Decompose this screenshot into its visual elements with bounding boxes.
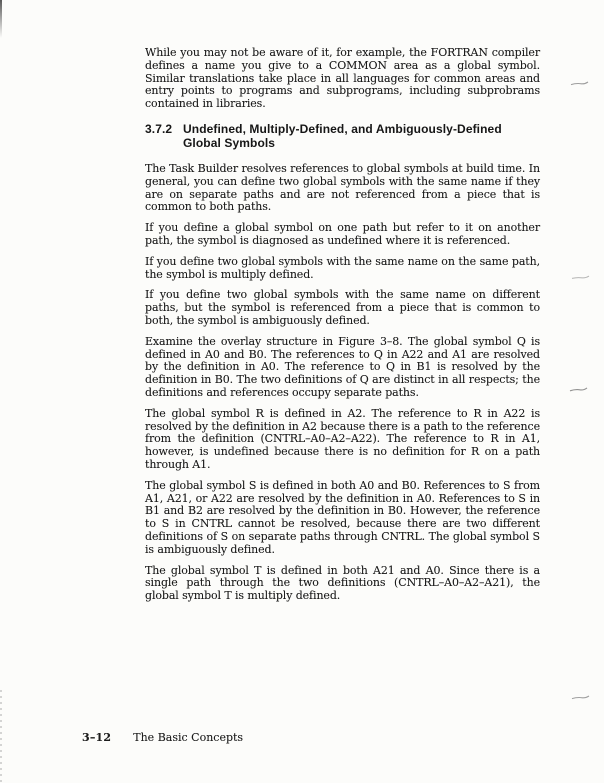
page-number: 3–12 — [82, 731, 112, 744]
chapter-title: The Basic Concepts — [133, 731, 244, 744]
section-title: Undefined, Multiply-Defined, and Ambiguously-Defined Global Symbols — [183, 121, 502, 151]
intro-paragraph: While you may not be aware of it, for example, the FORTRAN compiler defines a name you give to a COMMON area as a global symbol. Similar translations take place in all languages for common areas and entry points to programs and subprograms, including subprobrams contained in libraries. — [145, 46, 540, 111]
body-paragraph: The global symbol T is defined in both A21 and A0. Since there is a single path through the two definitions (CNTRL–A0–A2–A21), the global symbol T is multiply defined. — [145, 563, 540, 603]
text-column — [145, 47, 540, 611]
margin-tick-icon — [570, 80, 589, 87]
body-paragraph: The Task Builder resolves references to global symbols at build time. In general, you can define two global symbols with the same name if they are on separate paths and are not referenced from a piece that is common to both paths. — [145, 161, 540, 214]
margin-tick-icon — [569, 386, 588, 393]
body-paragraph: The global symbol R is defined in A2. The reference to R in A22 is resolved by the definition in A2 because there is a path to the reference from the definition (CNTRL–A0–A2–A22). The reference to R in A1, however, is undefined because there is no definition for R on a path through A1. — [145, 406, 540, 471]
body-paragraph: If you define a global symbol on one path but refer to it on another path, the symbol is diagnosed as undefined where it is referenced. — [145, 221, 540, 247]
margin-tick-icon — [571, 274, 590, 281]
body-paragraph: If you define two global symbols with the same name on the same path, the symbol is multiply defined. — [145, 254, 540, 281]
body-paragraph: If you define two global symbols with the same name on different paths, but the symbol is referenced from a piece that is common to both, the symbol is ambiguously defined. — [145, 288, 540, 327]
scan-edge-artifact — [0, 690, 2, 783]
margin-tick-icon — [571, 694, 590, 701]
body-paragraph: The global symbol S is defined in both A0 and B0. References to S from A1, A21, or A22 are resolved by the definition in A0. References to S in B1 and B2 are resolved by the definition in B0. However, the reference to S in CNTRL cannot be resolved, because there are two different definitions of S on separate paths through CNTRL. The global symbol S is ambiguously defined. — [145, 478, 540, 556]
scan-edge-artifact — [0, 0, 2, 38]
body-paragraph: Examine the overlay structure in Figure 3–8. The global symbol Q is defined in A0 and B0. The references to Q in A22 and A1 are resolved by the definition in A0. The reference to Q in B1 is resolved by the definition in B0. The two definitions of Q are distinct in all respects; the definitions and references occupy separate paths. — [145, 334, 540, 399]
section-number: 3.7.2 — [145, 121, 173, 136]
section-heading — [145, 122, 540, 151]
page-footer — [82, 731, 243, 744]
